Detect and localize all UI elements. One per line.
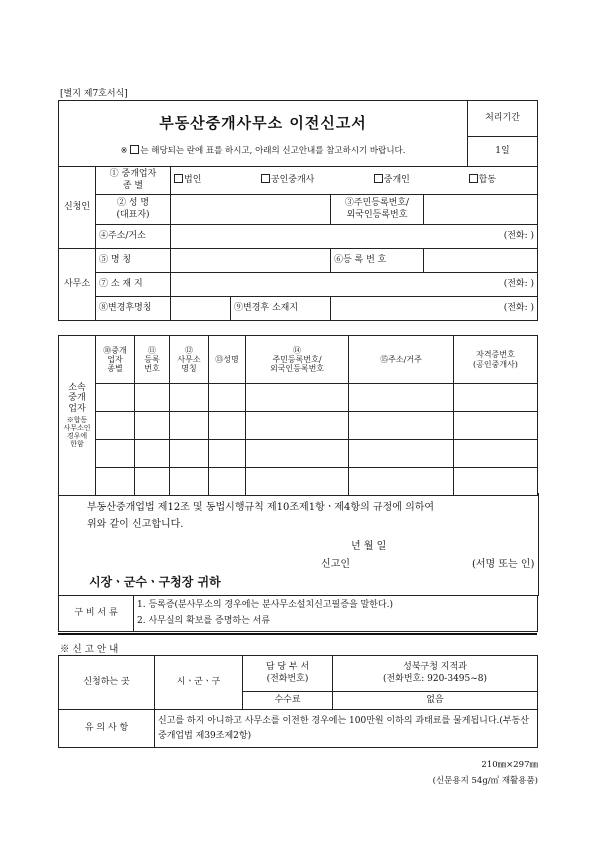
caution-text: 신고를 하지 아니하고 사무소를 이전한 경우에는 100만원 이하의 과태료를 물게됩니다.(부동산중개업법 제39조제2항) — [155, 710, 538, 748]
declaration-box — [58, 493, 539, 596]
checkbox-corporation[interactable] — [174, 174, 183, 183]
table-row[interactable] — [59, 384, 538, 412]
report-form — [58, 100, 538, 321]
header-type: ⑩중개 업자 종별 — [96, 336, 135, 384]
members-table — [58, 335, 538, 496]
dept-value: 성북구청 지적과 (전화번호: 920-3495~8) — [333, 656, 538, 692]
registration-number-field[interactable] — [424, 249, 538, 273]
option-corporation: 법인 — [184, 175, 202, 186]
name-label: ② 성 명 (대표자) — [96, 195, 171, 225]
address-phone[interactable]: (전화: ) — [171, 225, 538, 249]
changed-location-phone[interactable]: (전화: ) — [331, 297, 538, 321]
sign-label[interactable]: (서명 또는 인) — [472, 559, 535, 570]
name-field[interactable] — [171, 195, 331, 225]
members-section-note: ※합동 사무소인 경우에 한함 — [63, 415, 91, 449]
addressee: 시장ㆍ군수ㆍ구청장 귀하 — [89, 575, 221, 589]
documents-label: 구 비 서 류 — [59, 596, 134, 632]
changed-name-field[interactable] — [171, 297, 231, 321]
table-row[interactable] — [59, 412, 538, 440]
office-name-label: ⑤ 명 칭 — [96, 249, 171, 273]
fee-label: 수수료 — [243, 692, 333, 710]
paper-size: 210㎜×297㎜ — [481, 760, 538, 770]
table-row[interactable] — [59, 440, 538, 468]
form-title: 부동산중개사무소 이전신고서 — [159, 114, 367, 133]
checkbox-broker[interactable] — [374, 174, 383, 183]
guide-table — [58, 655, 538, 748]
header-regnum: ⑪ 등록 번호 — [135, 336, 170, 384]
office-name-field[interactable] — [171, 249, 331, 273]
header-name: ⑬성명 — [209, 336, 246, 384]
resident-number-label: ③주민등록번호/ 외국인등록번호 — [331, 195, 424, 225]
resident-number-field[interactable] — [424, 195, 538, 225]
option-broker: 중개인 — [383, 175, 410, 186]
processing-label: 처리기간 — [468, 101, 538, 137]
header-address: ⑮주소/거주 — [349, 336, 454, 384]
applicant-section-label: 신청인 — [59, 167, 96, 249]
fee-value: 없음 — [333, 692, 538, 710]
office-section-label: 사무소 — [59, 249, 96, 321]
where-value: 시ㆍ군ㆍ구 — [155, 656, 243, 710]
declaration-date[interactable]: 년 월 일 — [351, 541, 387, 552]
registration-number-label: ⑥등 록 번 호 — [331, 249, 424, 273]
applicant-sign-label: 신고인 — [321, 559, 350, 570]
document-item: 1. 등록증(분사무소의 경우에는 분사무소설치신고필증을 말한다.) — [137, 600, 393, 611]
caution-label: 유 의 사 항 — [59, 710, 155, 748]
form-number: [별지 제7호서식] — [60, 89, 128, 99]
instruction-text: 는 해당되는 란에 표를 하시고, 아래의 신고안내를 참고하시기 바랍니다. — [140, 146, 406, 157]
checkbox-icon — [130, 145, 139, 154]
paper-note: (신문용지 54g/㎡ 재활용품) — [432, 776, 538, 786]
type-label: ① 중개업자 종 별 — [96, 167, 171, 195]
location-label: ⑦ 소 재 지 — [96, 273, 171, 297]
checkbox-joint[interactable] — [469, 174, 478, 183]
guide-title: ※ 신 고 안 내 — [60, 644, 119, 655]
document-item: 2. 사무실의 확보를 증명하는 서류 — [137, 615, 271, 626]
header-office-name: ⑫ 사무소 명칭 — [170, 336, 209, 384]
option-licensed-agent: 공인중개사 — [270, 175, 315, 186]
changed-location-label: ⑨변경후 소재지 — [231, 297, 331, 321]
checkbox-licensed-agent[interactable] — [261, 174, 270, 183]
table-row[interactable] — [59, 468, 538, 496]
declaration-text: 부동산중개업법 제12조 및 동법시행규칙 제10조제1항ㆍ제4항의 규정에 의하여 위와 같이 신고합니다. — [87, 502, 435, 530]
changed-name-label: ⑧변경후명칭 — [96, 297, 171, 321]
documents-table — [58, 595, 538, 632]
type-options — [171, 167, 538, 195]
option-joint: 합동 — [478, 175, 497, 186]
members-section-label: 소속 중개 업자 — [68, 382, 86, 414]
instruction-mark: ※ — [120, 146, 128, 157]
processing-value: 1일 — [468, 137, 538, 167]
header-resident-number: ⑭ 주민등록번호/ 외국인등록번호 — [246, 336, 349, 384]
dept-label: 담 당 부 서 (전화번호) — [243, 656, 333, 692]
where-label: 신청하는 곳 — [59, 656, 155, 710]
address-label: ④주소/거소 — [96, 225, 171, 249]
location-phone[interactable]: (전화: ) — [171, 273, 538, 297]
header-license: 자격증번호 (공인중개사) — [454, 336, 538, 384]
divider — [58, 633, 537, 635]
